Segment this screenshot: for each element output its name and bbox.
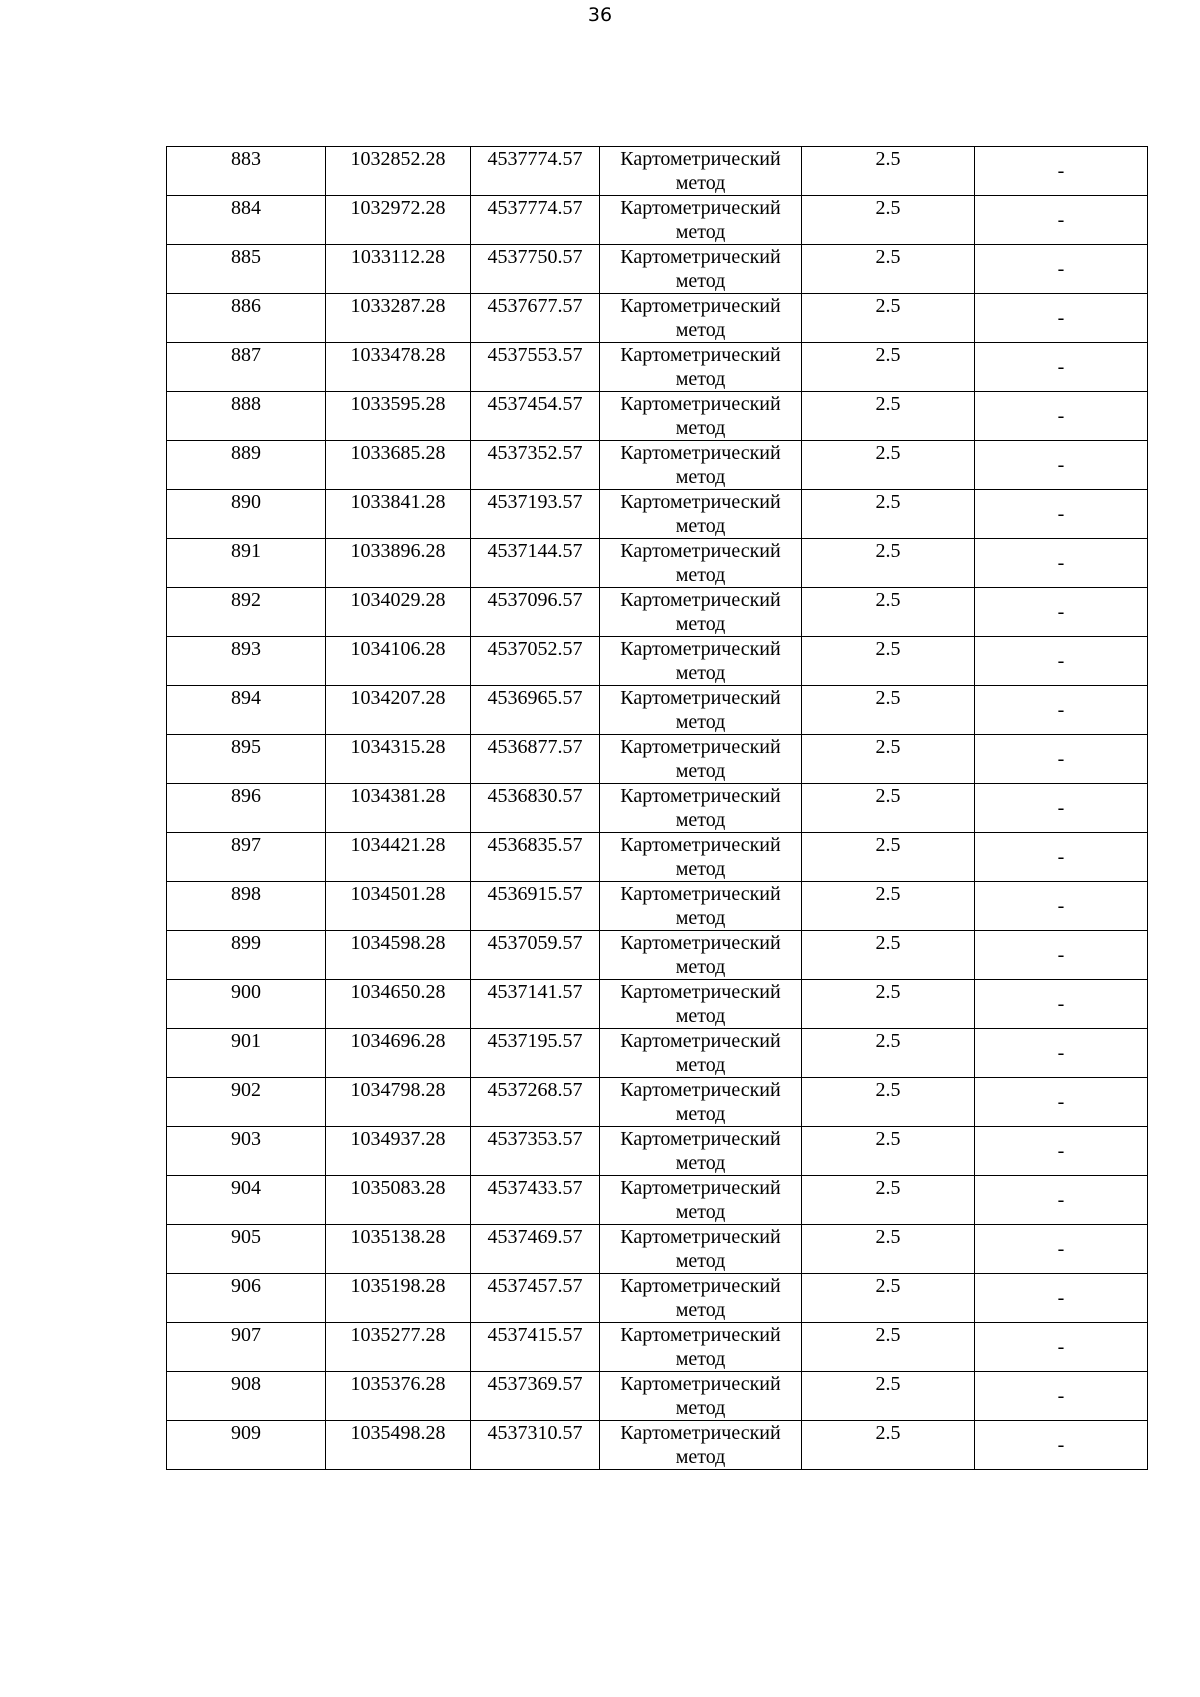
method-cell (600, 882, 802, 931)
method-line-1: Картометрический (620, 736, 781, 758)
method-line-1: Картометрический (620, 1226, 781, 1248)
y-coordinate-cell: 4537469.57 (471, 1225, 600, 1274)
point-number-cell: 896 (167, 784, 326, 833)
method-line-2: метод (675, 1201, 726, 1223)
method-cell (600, 245, 802, 294)
x-coordinate-cell: 1033841.28 (326, 490, 471, 539)
y-coordinate-cell: 4537369.57 (471, 1372, 600, 1421)
y-coordinate-cell: 4537193.57 (471, 490, 600, 539)
point-number-cell: 899 (167, 931, 326, 980)
point-number-cell: 893 (167, 637, 326, 686)
table-row (167, 294, 1148, 343)
y-coordinate-cell: 4537454.57 (471, 392, 600, 441)
note-cell: - (975, 1176, 1148, 1225)
y-coordinate-cell: 4536877.57 (471, 735, 600, 784)
method-line-2: метод (675, 711, 726, 733)
accuracy-cell: 2.5 (802, 931, 975, 980)
y-coordinate-cell: 4537774.57 (471, 147, 600, 196)
method-line-2: метод (675, 270, 726, 292)
method-line-1: Картометрический (620, 1324, 781, 1346)
x-coordinate-cell: 1035277.28 (326, 1323, 471, 1372)
table-row (167, 833, 1148, 882)
method-cell (600, 588, 802, 637)
method-cell (600, 735, 802, 784)
x-coordinate-cell: 1034315.28 (326, 735, 471, 784)
point-number-cell: 905 (167, 1225, 326, 1274)
y-coordinate-cell: 4537096.57 (471, 588, 600, 637)
point-number-cell: 892 (167, 588, 326, 637)
note-cell: - (975, 637, 1148, 686)
table-row (167, 1176, 1148, 1225)
note-cell: - (975, 1372, 1148, 1421)
point-number-cell: 883 (167, 147, 326, 196)
y-coordinate-cell: 4537677.57 (471, 294, 600, 343)
method-line-1: Картометрический (620, 1373, 781, 1395)
method-cell (600, 490, 802, 539)
note-cell: - (975, 1274, 1148, 1323)
x-coordinate-cell: 1033595.28 (326, 392, 471, 441)
method-line-1: Картометрический (620, 638, 781, 660)
table-row (167, 1274, 1148, 1323)
method-line-2: метод (675, 172, 726, 194)
accuracy-cell: 2.5 (802, 1323, 975, 1372)
accuracy-cell: 2.5 (802, 1127, 975, 1176)
table-row (167, 1372, 1148, 1421)
x-coordinate-cell: 1034106.28 (326, 637, 471, 686)
method-line-1: Картометрический (620, 1422, 781, 1444)
note-cell: - (975, 245, 1148, 294)
method-cell (600, 147, 802, 196)
method-line-1: Картометрический (620, 442, 781, 464)
accuracy-cell: 2.5 (802, 882, 975, 931)
y-coordinate-cell: 4537353.57 (471, 1127, 600, 1176)
point-number-cell: 907 (167, 1323, 326, 1372)
x-coordinate-cell: 1035083.28 (326, 1176, 471, 1225)
x-coordinate-cell: 1035498.28 (326, 1421, 471, 1470)
x-coordinate-cell: 1032972.28 (326, 196, 471, 245)
note-cell: - (975, 686, 1148, 735)
x-coordinate-cell: 1033685.28 (326, 441, 471, 490)
method-line-2: метод (675, 466, 726, 488)
note-cell: - (975, 980, 1148, 1029)
x-coordinate-cell: 1035376.28 (326, 1372, 471, 1421)
table-row (167, 245, 1148, 294)
method-cell (600, 686, 802, 735)
table-row (167, 735, 1148, 784)
method-line-1: Картометрический (620, 1128, 781, 1150)
note-cell: - (975, 1078, 1148, 1127)
x-coordinate-cell: 1034650.28 (326, 980, 471, 1029)
method-cell (600, 343, 802, 392)
method-cell (600, 1029, 802, 1078)
method-line-1: Картометрический (620, 785, 781, 807)
point-number-cell: 898 (167, 882, 326, 931)
method-cell (600, 980, 802, 1029)
method-line-1: Картометрический (620, 1030, 781, 1052)
x-coordinate-cell: 1034798.28 (326, 1078, 471, 1127)
y-coordinate-cell: 4536915.57 (471, 882, 600, 931)
table-row (167, 1421, 1148, 1470)
note-cell: - (975, 343, 1148, 392)
method-cell (600, 1421, 802, 1470)
method-line-1: Картометрический (620, 1275, 781, 1297)
table-row (167, 588, 1148, 637)
method-line-2: метод (675, 417, 726, 439)
y-coordinate-cell: 4537433.57 (471, 1176, 600, 1225)
note-cell: - (975, 784, 1148, 833)
method-cell (600, 833, 802, 882)
point-number-cell: 901 (167, 1029, 326, 1078)
table-row (167, 931, 1148, 980)
page-number: 36 (587, 4, 613, 26)
accuracy-cell: 2.5 (802, 245, 975, 294)
method-line-2: метод (675, 564, 726, 586)
table-row (167, 343, 1148, 392)
note-cell: - (975, 294, 1148, 343)
y-coordinate-cell: 4537774.57 (471, 196, 600, 245)
x-coordinate-cell: 1034598.28 (326, 931, 471, 980)
table-row (167, 490, 1148, 539)
method-cell (600, 1274, 802, 1323)
method-line-2: метод (675, 858, 726, 880)
method-line-2: метод (675, 1152, 726, 1174)
x-coordinate-cell: 1034207.28 (326, 686, 471, 735)
x-coordinate-cell: 1034381.28 (326, 784, 471, 833)
point-number-cell: 890 (167, 490, 326, 539)
note-cell: - (975, 882, 1148, 931)
method-cell (600, 1127, 802, 1176)
method-line-2: метод (675, 1446, 726, 1468)
method-line-1: Картометрический (620, 1177, 781, 1199)
method-cell (600, 539, 802, 588)
method-line-1: Картометрический (620, 981, 781, 1003)
accuracy-cell: 2.5 (802, 294, 975, 343)
method-line-1: Картометрический (620, 344, 781, 366)
table-row (167, 1225, 1148, 1274)
table-body (167, 147, 1148, 1470)
point-number-cell: 895 (167, 735, 326, 784)
method-cell (600, 392, 802, 441)
accuracy-cell: 2.5 (802, 686, 975, 735)
note-cell: - (975, 833, 1148, 882)
note-cell: - (975, 1225, 1148, 1274)
method-cell (600, 1176, 802, 1225)
method-line-1: Картометрический (620, 148, 781, 170)
y-coordinate-cell: 4537141.57 (471, 980, 600, 1029)
method-line-2: метод (675, 1397, 726, 1419)
method-cell (600, 1372, 802, 1421)
x-coordinate-cell: 1035138.28 (326, 1225, 471, 1274)
table-row (167, 686, 1148, 735)
y-coordinate-cell: 4537052.57 (471, 637, 600, 686)
method-line-1: Картометрический (620, 393, 781, 415)
y-coordinate-cell: 4537352.57 (471, 441, 600, 490)
method-cell (600, 931, 802, 980)
table-row (167, 784, 1148, 833)
method-line-1: Картометрический (620, 540, 781, 562)
method-line-2: метод (675, 1005, 726, 1027)
table-row (167, 1127, 1148, 1176)
method-line-2: метод (675, 221, 726, 243)
y-coordinate-cell: 4537750.57 (471, 245, 600, 294)
method-line-1: Картометрический (620, 295, 781, 317)
accuracy-cell: 2.5 (802, 1029, 975, 1078)
table-row (167, 637, 1148, 686)
method-cell (600, 196, 802, 245)
note-cell: - (975, 441, 1148, 490)
method-line-2: метод (675, 1348, 726, 1370)
method-line-1: Картометрический (620, 589, 781, 611)
y-coordinate-cell: 4537195.57 (471, 1029, 600, 1078)
table-row (167, 392, 1148, 441)
point-number-cell: 891 (167, 539, 326, 588)
method-line-1: Картометрический (620, 246, 781, 268)
y-coordinate-cell: 4537457.57 (471, 1274, 600, 1323)
table-row (167, 441, 1148, 490)
accuracy-cell: 2.5 (802, 1274, 975, 1323)
accuracy-cell: 2.5 (802, 392, 975, 441)
x-coordinate-cell: 1034696.28 (326, 1029, 471, 1078)
accuracy-cell: 2.5 (802, 1225, 975, 1274)
accuracy-cell: 2.5 (802, 441, 975, 490)
table-row (167, 980, 1148, 1029)
note-cell: - (975, 1029, 1148, 1078)
method-cell (600, 637, 802, 686)
method-line-2: метод (675, 956, 726, 978)
note-cell: - (975, 588, 1148, 637)
note-cell: - (975, 1127, 1148, 1176)
x-coordinate-cell: 1034937.28 (326, 1127, 471, 1176)
accuracy-cell: 2.5 (802, 637, 975, 686)
method-line-2: метод (675, 662, 726, 684)
note-cell: - (975, 539, 1148, 588)
x-coordinate-cell: 1034501.28 (326, 882, 471, 931)
note-cell: - (975, 490, 1148, 539)
accuracy-cell: 2.5 (802, 147, 975, 196)
y-coordinate-cell: 4536965.57 (471, 686, 600, 735)
note-cell: - (975, 1421, 1148, 1470)
table-row (167, 1078, 1148, 1127)
accuracy-cell: 2.5 (802, 1372, 975, 1421)
point-number-cell: 902 (167, 1078, 326, 1127)
method-cell (600, 1078, 802, 1127)
method-line-1: Картометрический (620, 491, 781, 513)
point-number-cell: 897 (167, 833, 326, 882)
method-line-2: метод (675, 613, 726, 635)
method-line-2: метод (675, 319, 726, 341)
method-line-2: метод (675, 809, 726, 831)
point-number-cell: 888 (167, 392, 326, 441)
method-cell (600, 294, 802, 343)
method-line-1: Картометрический (620, 1079, 781, 1101)
accuracy-cell: 2.5 (802, 539, 975, 588)
table-row (167, 147, 1148, 196)
point-number-cell: 903 (167, 1127, 326, 1176)
y-coordinate-cell: 4536830.57 (471, 784, 600, 833)
note-cell: - (975, 147, 1148, 196)
point-number-cell: 900 (167, 980, 326, 1029)
note-cell: - (975, 196, 1148, 245)
coordinates-table (166, 146, 1148, 1470)
y-coordinate-cell: 4537268.57 (471, 1078, 600, 1127)
accuracy-cell: 2.5 (802, 343, 975, 392)
table-row (167, 539, 1148, 588)
accuracy-cell: 2.5 (802, 735, 975, 784)
point-number-cell: 909 (167, 1421, 326, 1470)
table-row (167, 882, 1148, 931)
accuracy-cell: 2.5 (802, 1176, 975, 1225)
y-coordinate-cell: 4537553.57 (471, 343, 600, 392)
point-number-cell: 889 (167, 441, 326, 490)
method-line-1: Картометрический (620, 932, 781, 954)
x-coordinate-cell: 1034029.28 (326, 588, 471, 637)
accuracy-cell: 2.5 (802, 980, 975, 1029)
x-coordinate-cell: 1032852.28 (326, 147, 471, 196)
x-coordinate-cell: 1035198.28 (326, 1274, 471, 1323)
point-number-cell: 906 (167, 1274, 326, 1323)
note-cell: - (975, 392, 1148, 441)
method-line-2: метод (675, 1103, 726, 1125)
accuracy-cell: 2.5 (802, 833, 975, 882)
accuracy-cell: 2.5 (802, 784, 975, 833)
accuracy-cell: 2.5 (802, 1078, 975, 1127)
method-line-2: метод (675, 1250, 726, 1272)
table-row (167, 1029, 1148, 1078)
y-coordinate-cell: 4537415.57 (471, 1323, 600, 1372)
point-number-cell: 886 (167, 294, 326, 343)
accuracy-cell: 2.5 (802, 490, 975, 539)
method-line-1: Картометрический (620, 883, 781, 905)
point-number-cell: 884 (167, 196, 326, 245)
accuracy-cell: 2.5 (802, 588, 975, 637)
method-line-2: метод (675, 515, 726, 537)
y-coordinate-cell: 4537059.57 (471, 931, 600, 980)
method-cell (600, 441, 802, 490)
note-cell: - (975, 735, 1148, 784)
x-coordinate-cell: 1033112.28 (326, 245, 471, 294)
method-line-2: метод (675, 907, 726, 929)
y-coordinate-cell: 4537144.57 (471, 539, 600, 588)
method-line-1: Картометрический (620, 834, 781, 856)
method-line-2: метод (675, 760, 726, 782)
accuracy-cell: 2.5 (802, 196, 975, 245)
method-line-1: Картометрический (620, 687, 781, 709)
method-cell (600, 1323, 802, 1372)
y-coordinate-cell: 4537310.57 (471, 1421, 600, 1470)
method-line-2: метод (675, 1299, 726, 1321)
method-cell (600, 1225, 802, 1274)
point-number-cell: 887 (167, 343, 326, 392)
point-number-cell: 894 (167, 686, 326, 735)
x-coordinate-cell: 1033478.28 (326, 343, 471, 392)
method-cell (600, 784, 802, 833)
table-row (167, 196, 1148, 245)
point-number-cell: 885 (167, 245, 326, 294)
x-coordinate-cell: 1033287.28 (326, 294, 471, 343)
table-row (167, 1323, 1148, 1372)
method-line-2: метод (675, 1054, 726, 1076)
accuracy-cell: 2.5 (802, 1421, 975, 1470)
method-line-1: Картометрический (620, 197, 781, 219)
x-coordinate-cell: 1034421.28 (326, 833, 471, 882)
method-line-2: метод (675, 368, 726, 390)
note-cell: - (975, 931, 1148, 980)
note-cell: - (975, 1323, 1148, 1372)
point-number-cell: 904 (167, 1176, 326, 1225)
x-coordinate-cell: 1033896.28 (326, 539, 471, 588)
y-coordinate-cell: 4536835.57 (471, 833, 600, 882)
point-number-cell: 908 (167, 1372, 326, 1421)
